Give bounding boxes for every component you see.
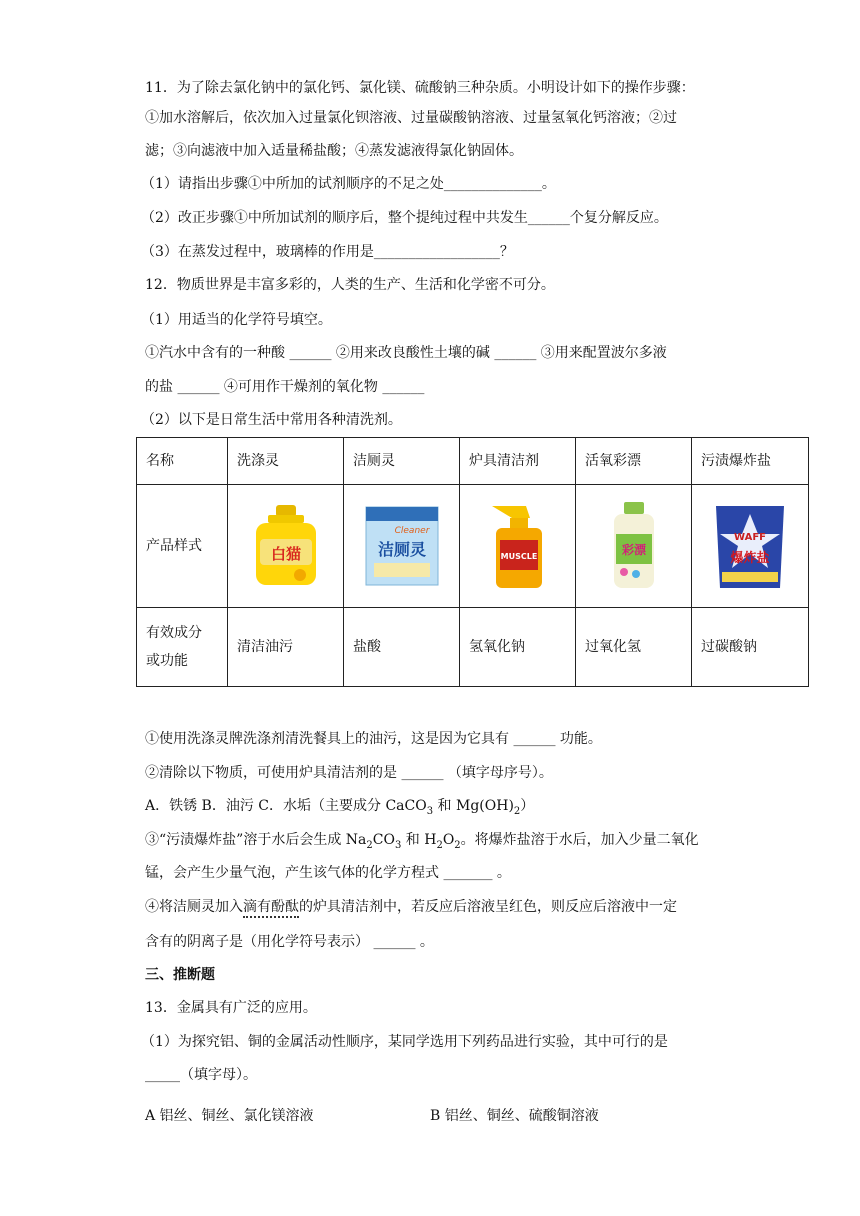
table-row-products [137, 485, 809, 608]
q13-option-b: B 铝丝、铜丝、硫酸铜溶液 [430, 1108, 599, 1124]
bottle1-label: 白猫 [270, 545, 301, 563]
q12-stem: 12．物质世界是丰富多彩的，人类的生产、生活和化学密不可分。 [145, 277, 555, 293]
q12-part2-title: （2）以下是日常生活中常用各种清洗剂。 [141, 412, 402, 428]
q13-sub1-line1: （1）为探究铝、铜的金属活动性顺序，某同学选用下列药品进行实验，其中可行的是 [141, 1034, 668, 1050]
q13-sub1-line2: _____（填字母）。 [145, 1067, 257, 1083]
q12-question-a: ①使用洗涤灵牌洗涤剂清洗餐具上的油污，这是因为它具有 ______ 功能。 [145, 731, 602, 747]
spray-bottle-image [482, 500, 554, 592]
cleaner-name-4: 活氧彩漂 [576, 438, 692, 485]
cleaner-function-4: 过氧化氢 [576, 608, 692, 687]
q12-part1-line1: ①汽水中含有的一种酸 ______ ②用来改良酸性土壤的碱 ______ ③用来配置波尔多液 [145, 345, 667, 361]
q13-stem: 13．金属具有广泛的应用。 [145, 1000, 317, 1016]
bottle2-sub: Cleaner [394, 526, 429, 536]
cleaner-name-3: 炉具清洁剂 [460, 438, 576, 485]
toilet-cleaner-bag-image [362, 503, 442, 589]
product-cell-3 [460, 485, 576, 608]
bottle4-label: 彩漂 [621, 543, 646, 557]
q11-sub3: （3）在蒸发过程中，玻璃棒的作用是__________________？ [141, 244, 514, 260]
bleach-bottle-image [604, 500, 664, 592]
q13-option-a: A 铝丝、铜丝、氯化镁溶液 [145, 1108, 314, 1124]
q12-question-d-line2: 含有的阴离子是（用化学符号表示） ______ 。 [145, 934, 434, 950]
cleaner-name-1: 洗涤灵 [228, 438, 344, 485]
cleaner-table [136, 437, 809, 687]
cleaner-function-1: 清洁油污 [228, 608, 344, 687]
stain-salt-bag-image [710, 500, 790, 592]
product-cell-2 [344, 485, 460, 608]
row-label-product: 产品样式 [137, 485, 228, 608]
table-row-functions [137, 608, 809, 687]
q12-question-c-line1: ③“污渍爆炸盐”溶于水后会生成 $Na_2CO_3$ 和 $H_2O_2$。将爆炸盐溶于水后，加入少量二氧化 [145, 832, 699, 851]
product-cell-5 [692, 485, 809, 608]
bottle2-label: 洁厕灵 [377, 540, 426, 559]
bottle5-logo: WAFF [734, 532, 766, 543]
cleaner-function-5: 过碳酸钠 [692, 608, 809, 687]
q12-question-c-line2: 锰，会产生少量气泡，产生该气体的化学方程式 _______ 。 [145, 865, 511, 881]
q11-sub1: （1）请指出步骤①中所加的试剂顺序的不足之处______________。 [141, 176, 556, 192]
q12-part1-line2: 的盐 ______ ④可用作干燥剂的氧化物 ______ [145, 379, 425, 395]
cleaner-function-3: 氢氧化钠 [460, 608, 576, 687]
q12-question-b-options: A．铁锈 B．油污 C．水垢（主要成分 CaCO$_3$ 和 $Mg(OH)_2$） [145, 798, 535, 817]
section-heading-inference: 三、推断题 [145, 967, 215, 983]
cleaner-function-2: 盐酸 [344, 608, 460, 687]
q11-stem-line3: 滤；③向滤液中加入适量稀盐酸；④蒸发滤液得氯化钠固体。 [145, 143, 523, 159]
row-label-function-b: 或功能 [146, 653, 188, 669]
row-label-function [137, 608, 228, 687]
q11-stem-line1: 11．为了除去氯化钠中的氯化钙、氯化镁、硫酸钠三种杂质。小明设计如下的操作步骤： [145, 80, 695, 96]
dish-soap-bottle-image [250, 503, 322, 589]
q11-stem-line2: ①加水溶解后，依次加入过量氯化钡溶液、过量碳酸钠溶液、过量氢氧化钙溶液；②过 [145, 110, 677, 126]
table-row-names [137, 438, 809, 485]
cleaner-name-5: 污渍爆炸盐 [692, 438, 809, 485]
cleaner-name-2: 洁厕灵 [344, 438, 460, 485]
bottle5-label: 爆炸盐 [730, 551, 770, 566]
emphasis-dots: 滴有酚酞 [243, 899, 299, 918]
row-label-function-a: 有效成分 [146, 625, 202, 641]
q12-part1-title: （1）用适当的化学符号填空。 [141, 312, 332, 328]
row-label-name: 名称 [137, 438, 228, 485]
product-cell-1 [228, 485, 344, 608]
q11-sub2: （2）改正步骤①中所加试剂的顺序后，整个提纯过程中共发生______个复分解反应。 [141, 210, 668, 226]
q12-question-d-line1: ④将洁厕灵加入滴有酚酞的炉具清洁剂中，若反应后溶液呈红色，则反应后溶液中一定 [145, 897, 677, 917]
bottle3-label: MUSCLE [500, 552, 537, 561]
product-cell-4 [576, 485, 692, 608]
q12-question-b: ②清除以下物质，可使用炉具清洁剂的是 ______ （填字母序号）。 [145, 765, 553, 781]
